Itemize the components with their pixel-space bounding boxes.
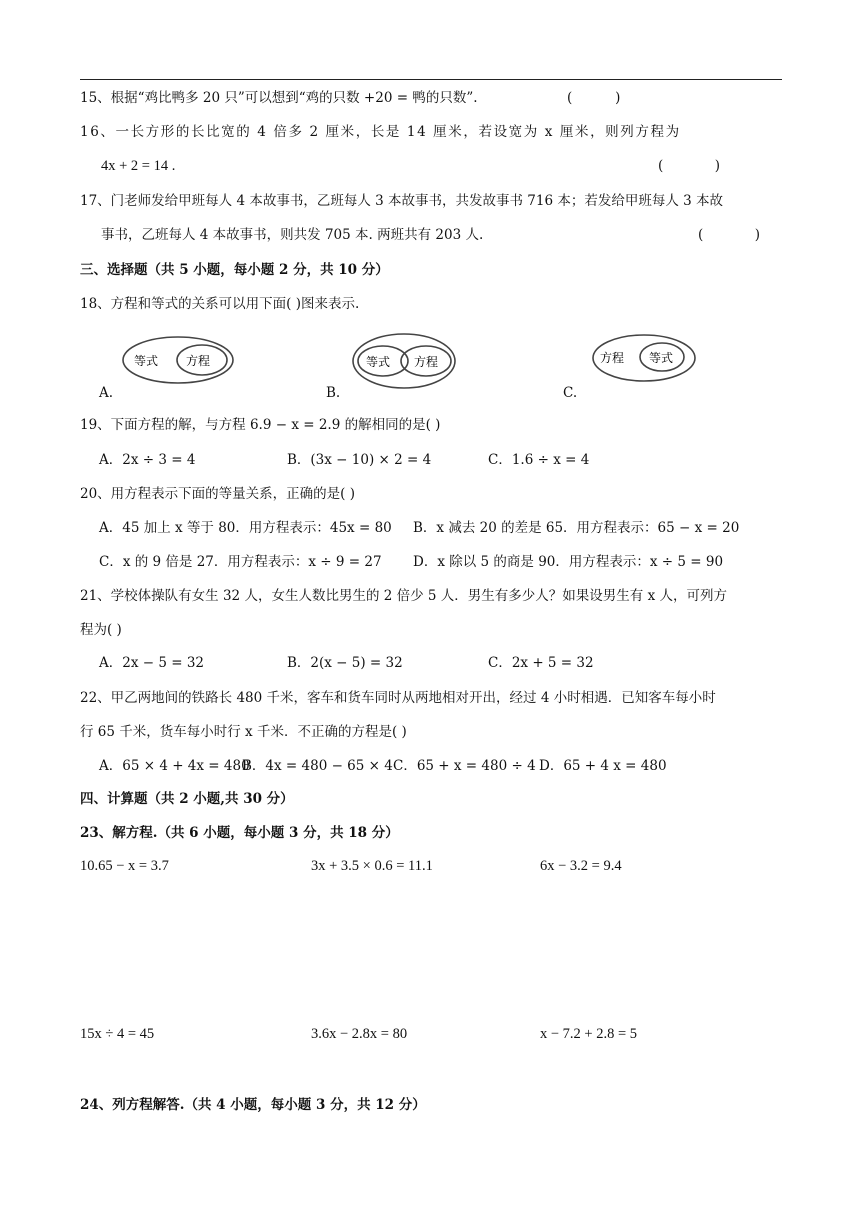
question-16-equation: 4x + 2 = 14 . (101, 158, 176, 174)
option-21-c[interactable]: C．2x + 5 = 32 (488, 655, 594, 671)
option-20-d[interactable]: D．x 除以 5 的商是 90．用方程表示：x ÷ 5 = 90 (413, 554, 724, 570)
top-rule (80, 79, 782, 80)
option-19-b[interactable]: B．(3x − 10) × 2 = 4 (287, 452, 432, 468)
option-20-a[interactable]: A．45 加上 x 等于 80．用方程表示：45x = 80 (99, 520, 392, 536)
option-22-c[interactable]: C．65 + x = 480 ÷ 4 (393, 758, 536, 774)
equation-23-6: x − 7.2 + 2.8 = 5 (540, 1026, 638, 1042)
option-21-b[interactable]: B．2(x − 5) = 32 (287, 655, 403, 671)
option-21-a[interactable]: A．2x − 5 = 32 (99, 655, 205, 671)
question-22-line2: 行 65 千米，货车每小时行 x 千米．不正确的方程是( ) (80, 724, 407, 740)
option-18-b[interactable]: B. (326, 385, 341, 401)
diagram-b-left-label: 等式 (366, 355, 391, 369)
equation-23-1: 10.65 − x = 3.7 (80, 858, 169, 874)
diagram-b[interactable] (350, 330, 460, 396)
question-23: 23、解方程.（共 6 小题，每小题 3 分，共 18 分） (80, 825, 399, 841)
question-19: 19、下面方程的解，与方程 6.9 − x = 2.9 的解相同的是( ) (80, 417, 441, 433)
question-21-line2: 程为( ) (80, 622, 122, 638)
equation-23-2: 3x + 3.5 × 0.6 = 11.1 (311, 858, 433, 874)
option-22-a[interactable]: A．65 × 4 + 4x = 480 (99, 758, 250, 774)
option-19-a[interactable]: A．2x ÷ 3 = 4 (99, 452, 196, 468)
question-17-line1: 17、门老师发给甲班每人 4 本故事书，乙班每人 3 本故事书，共发故事书 716 本；若发给甲班每人 3 本故 (80, 193, 724, 209)
option-22-d[interactable]: D．65 + 4 x = 480 (539, 758, 667, 774)
answer-blank-16[interactable]: ( ) (658, 158, 721, 174)
diagram-a-inner-label: 方程 (186, 354, 211, 368)
diagram-c-outer-label: 方程 (600, 351, 625, 365)
question-15: 15、根据“鸡比鸭多 20 只”可以想到“鸡的只数 +20 = 鸭的只数”. (80, 90, 478, 106)
question-21-line1: 21、学校体操队有女生 32 人，女生人数比男生的 2 倍少 5 人．男生有多少人？如果设男生有 x 人，可列方 (80, 588, 727, 604)
option-22-b[interactable]: B．4x = 480 − 65 × 4 (242, 758, 393, 774)
equation-23-4: 15x ÷ 4 = 45 (80, 1026, 155, 1042)
option-20-b[interactable]: B．x 减去 20 的差是 65．用方程表示：65 − x = 20 (413, 520, 740, 536)
question-18: 18、方程和等式的关系可以用下面( )图来表示. (80, 296, 360, 312)
section-4-heading: 四、计算题（共 2 小题,共 30 分） (80, 791, 294, 807)
equation-23-3: 6x − 3.2 = 9.4 (540, 858, 622, 874)
option-18-a[interactable]: A. (99, 385, 114, 401)
question-22-line1: 22、甲乙两地间的铁路长 480 千米，客车和货车同时从两地相对开出，经过 4 小时相遇．已知客车每小时 (80, 690, 716, 706)
diagram-a[interactable] (120, 333, 240, 391)
question-17-line2: 事书，乙班每人 4 本故事书，则共发 705 本. 两班共有 203 人. (101, 227, 484, 243)
question-20: 20、用方程表示下面的等量关系，正确的是( ) (80, 486, 356, 502)
equation-23-5: 3.6x − 2.8x = 80 (311, 1026, 408, 1042)
section-3-heading: 三、选择题（共 5 小题，每小题 2 分，共 10 分） (80, 262, 389, 278)
question-24: 24、列方程解答.（共 4 小题，每小题 3 分，共 12 分） (80, 1097, 426, 1113)
diagram-b-right-label: 方程 (414, 355, 439, 369)
option-20-c[interactable]: C．x 的 9 倍是 27．用方程表示：x ÷ 9 = 27 (99, 554, 382, 570)
diagram-c[interactable] (590, 331, 700, 389)
diagram-a-outer-label: 等式 (134, 354, 159, 368)
option-18-c[interactable]: C. (563, 385, 578, 401)
answer-blank-17[interactable]: ( ) (698, 227, 761, 243)
question-16-line1: 16、一长方形的长比宽的 4 倍多 2 厘米，长是 14 厘米，若设宽为 x 厘米，则列方程为 (80, 124, 681, 140)
answer-blank-15[interactable]: ( ) (567, 90, 621, 106)
option-19-c[interactable]: C．1.6 ÷ x = 4 (488, 452, 590, 468)
diagram-c-inner-label: 等式 (649, 351, 674, 365)
